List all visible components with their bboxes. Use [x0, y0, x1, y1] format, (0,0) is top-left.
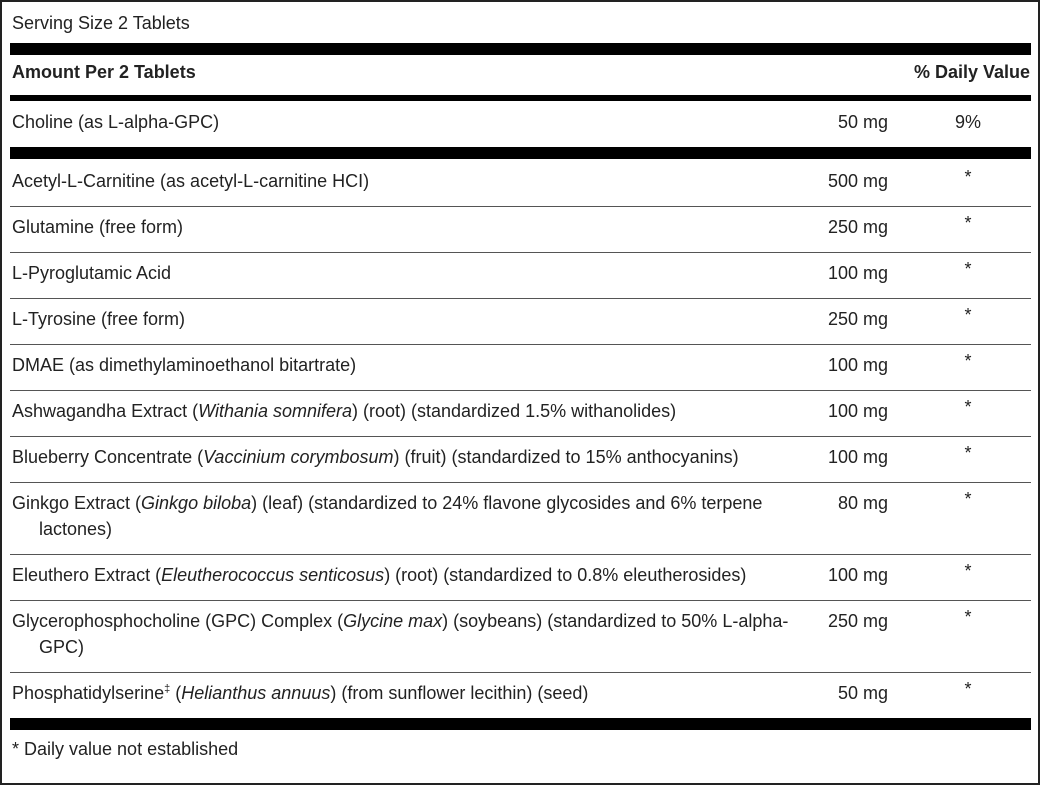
ingredient-name-text: ) (root) (standardized 1.5% withanolides) [352, 401, 677, 421]
ingredient-daily-value: * [964, 305, 972, 325]
ingredient-botanical-name: Glycine max [343, 611, 443, 631]
ingredient-name [12, 680, 802, 706]
row-divider [10, 390, 1031, 391]
thick-divider [10, 43, 1031, 55]
medium-divider [10, 95, 1031, 101]
ingredient-name: Acetyl-L-Carnitine (as acetyl-L-carnitine HCI) [12, 171, 370, 191]
thick-divider [10, 718, 1031, 730]
ingredient-daily-value: * [964, 397, 972, 417]
serving-size: Serving Size 2 Tablets [12, 13, 190, 33]
ingredient-name-text: Glycerophosphocholine (GPC) Complex ( [12, 611, 344, 631]
ingredient-amount: 250 mg [827, 611, 888, 631]
ingredient-amount: 100 mg [827, 447, 888, 467]
ingredient-name [12, 490, 802, 542]
ingredient-amount: 50 mg [837, 683, 888, 703]
row-divider [10, 600, 1031, 601]
ingredient-name-text: ) (leaf) (standardized to 24% flavone glycosides and 6% terpene [251, 493, 763, 513]
ingredient-amount: 250 mg [827, 217, 888, 237]
row-divider [10, 554, 1031, 555]
ingredient-name: L-Tyrosine (free form) [12, 309, 186, 329]
ingredient-name: L-Pyroglutamic Acid [12, 263, 172, 283]
footnote-marker: ‡ [164, 683, 171, 695]
ingredient-daily-value: * [964, 213, 972, 233]
ingredient-name [12, 562, 802, 588]
ingredient-daily-value: * [964, 607, 972, 627]
ingredient-amount: 100 mg [827, 565, 888, 585]
ingredient-name: DMAE (as dimethylaminoethanol bitartrate) [12, 355, 357, 375]
ingredient-name-continued: lactones) [39, 519, 113, 539]
ingredient-name-text: ( [170, 683, 182, 703]
ingredient-name: Glutamine (free form) [12, 217, 184, 237]
ingredient-name-text: Ashwagandha Extract ( [12, 401, 199, 421]
ingredient-amount: 100 mg [827, 263, 888, 283]
footnote: * Daily value not established [12, 739, 239, 759]
ingredient-name-text: ) (fruit) (standardized to 15% anthocyanins) [393, 447, 739, 467]
ingredient-amount: 100 mg [827, 401, 888, 421]
ingredient-amount: 80 mg [837, 493, 888, 513]
ingredient-amount: 100 mg [827, 355, 888, 375]
ingredient-botanical-name: Eleutherococcus senticosus [161, 565, 385, 585]
nutrient-name: Choline (as L-alpha-GPC) [12, 112, 220, 132]
thick-divider [10, 147, 1031, 159]
ingredient-name-continued: GPC) [39, 637, 84, 657]
ingredient-name-text: ) (from sunflower lecithin) (seed) [330, 683, 589, 703]
ingredient-daily-value: * [964, 489, 972, 509]
ingredient-name-text: Blueberry Concentrate ( [12, 447, 204, 467]
ingredient-daily-value: * [964, 561, 972, 581]
row-divider [10, 206, 1031, 207]
daily-value-label: % Daily Value [913, 62, 1030, 82]
row-divider [10, 298, 1031, 299]
ingredient-name-text: Phosphatidylserine [12, 683, 165, 703]
ingredient-daily-value: * [964, 259, 972, 279]
ingredient-botanical-name: Withania somnifera [198, 401, 353, 421]
row-divider [10, 344, 1031, 345]
ingredient-amount: 500 mg [827, 171, 888, 191]
ingredient-daily-value: * [964, 679, 972, 699]
ingredient-botanical-name: Ginkgo biloba [141, 493, 252, 513]
ingredient-daily-value: * [964, 167, 972, 187]
column-header [12, 62, 1030, 88]
amount-per-label: Amount Per 2 Tablets [12, 62, 196, 82]
nutrient-amount: 50 mg [837, 112, 888, 132]
ingredient-name [12, 444, 802, 470]
ingredient-amount: 250 mg [827, 309, 888, 329]
ingredient-name [12, 608, 802, 660]
row-divider [10, 436, 1031, 437]
ingredient-botanical-name: Vaccinium corymbosum [203, 447, 394, 467]
ingredient-name [12, 398, 802, 424]
ingredient-botanical-name: Helianthus annuus [181, 683, 331, 703]
ingredient-daily-value: * [964, 443, 972, 463]
ingredient-name-text: ) (root) (standardized to 0.8% eleutherosides) [384, 565, 747, 585]
ingredient-daily-value: * [964, 351, 972, 371]
ingredient-name-text: Ginkgo Extract ( [12, 493, 142, 513]
nutrient-daily-value: 9% [954, 112, 981, 132]
row-divider [10, 252, 1031, 253]
ingredient-name-text: ) (soybeans) (standardized to 50% L-alpha- [442, 611, 789, 631]
row-divider [10, 482, 1031, 483]
row-divider [10, 672, 1031, 673]
ingredient-name-text: Eleuthero Extract ( [12, 565, 162, 585]
